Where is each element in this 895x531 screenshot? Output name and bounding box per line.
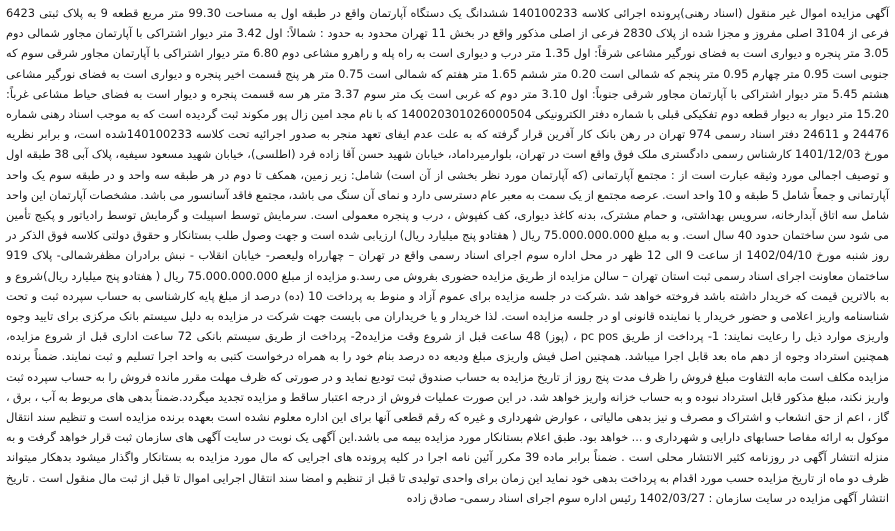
auction-notice-paragraph: آگهی مزایده اموال غیر منقول (اسناد رهنی)پرونده اجرائی کلاسه 140100233 ششدانگ یک دستگاه آپارتمان واقع در طبقه اول به مساحت 99.30 متر مربع قطعه 9 به پلاک ثبتی 6423 فرعی از 3104 اصلی مفروز و مجزا شده از پلاک 2830 فرعی از اصلی مذکور واقع در بخش 11 تهران محدود به حدود : شمالاً: اول 3.42 متر دیوار اشتراکی با آپارتمان مجاور شمالی دوم 3.05 متر پنجره و دیواری است به فضای نورگیر مشاعی شرقاً: اول 1.35 متر درب و دیواری است به راه پله و راهرو مشاعی دوم 6.80 متر دیوار اشتراکی با آپارتمان مجاور شرقی سوم که جنوبی است 0.95 متر چهارم 0.95 متر پنجم که شمالی است 0.20 متر ششم 1.65 متر هفتم که شمالی است 0.75 متر هر پنج قسمت اخیر پنجره و دیواری است به فضای نورگیر مشاعی هشتم 5.45 متر دیوار اشتراکی با آپارتمان مجاور شرقی جنوباً: اول 3.10 متر دوم که غربی است یک متر سوم 3.37 متر هر سه قسمت پنجره و دیوار است به فضای حیاط مشاعی غرباً: 15.20 متر دیوار به دیوار قطعه دوم تفکیکی قبلی با شماره دفتر الکترونیکی 140020301026000504 که با نام مجد امین زال پور مکوند ثبت گردیده است که به موجب اسناد رهنی شماره 24476 و 24611 دفتر اسناد رسمی 974 تهران در رهن بانک کار آفرین قرار گرفته که به علت عدم ایفای تعهد منجر به صدور اجرائیه تحت کلاسه 140100233شده است، و برابر نظریه مورخ 1401/12/03 کارشناس رسمی دادگستری ملک فوق واقع است در تهران، بلوارمیرداماد، خیابان شهید حسن آقا زاده فرد (اطلسی)، خیابان شهید مسعود سیفیه، پلاک آبی 38 طبقه اول و توصیف اجمالی مورد وثیقه عبارت است از : مجتمع آپارتمانی (که آپارتمان مورد نظر بخشی از آن است) شامل: زیر زمین، همکف تا دوم در هر طبقه سه واحد و در طبقه سوم یک واحد آپارتمانی و جمعاً شامل 5 طبقه و 10 واحد است. عرصه مجتمع از یک سمت به معبر عام دسترسی دارد و نمای آن سنگ می باشد، مجتمع فاقد آسانسور می باشد. مشخصات آپارتمان این واحد شامل سه اتاق آبدارخانه، سرویس بهداشتی، و حمام مشترک، بدنه کاغذ دیواری، کف کفپوش ، درب و پنجره معمولی است. سرمایش توسط اسپیلت و گرمایش توسط رادیاتور و پکیج تأمین می شود سن ساختمان حدود 40 سال است. و به مبلغ 75.000.000.000 ریال ( هفتادو پنج میلیارد ریال) ارزیابی شده است و جهت وصول طلب بستانکار و حقوق دولتی کلاسه فوق الذکر در روز شنبه مورخ 1402/04/10 از ساعت 9 الی 12 ظهر در محل اداره سوم اجرای اسناد رسمی واقع در تهران – چهارراه ولیعصر- خیابان انقلاب - نبش برادران مظفرشمالی- پلاک 919 ساختمان معاونت اجرای اسناد رسمی ثبت استان تهران – سالن مزایده از طریق مزایده حضوری بفروش می رسد.و مزایده از مبلغ 75.000.000.000 ریال ( هفتادو پنج میلیارد ریال)شروع و به بالاترین قیمت که خریدار داشته باشد فروخته خواهد شد .شرکت در جلسه مزایده برای عموم آزاد و منوط به پرداخت 10 (ده) درصد از مبلغ پایه کارشناسی به حساب سپرده ثبت و تحت شناسنامه واریز اعلامی و حضور خریدار یا نماینده قانونی او در جلسه مزایده است. لذا خریدار و یا خریداران می بایست جهت شرکت در مزایده به دلیل سیستم بانک مرکزی برای تایید وجوه واریزی موارد ذیل را رعایت نمایند: 1- پرداخت از طریق pc pos ، (پوز) 48 ساعت قبل از شروع وقت مزایده2- پرداخت از طریق سیستم بانکی 72 ساعت اداری قبل از شروع مزایده، همچنین استرداد وجوه از دهم ماه بعد قابل اجرا میباشد. همچنین اصل فیش واریزی مبلغ ودیعه ده درصد بنام خود را به همراه درخواست کتبی به واحد اجرا تسلیم و ثبت نمایند. ضمناً برنده مزایده مکلف است مابه التفاوت مبلغ فروش را ظرف مدت پنج روز از تاریخ مزایده به حساب صندوق ثبت تودیع نماید و در صورتی که ظرف مهلت مقرر مانده فروش را به حساب سپرده ثبت واریز نکند، مبلغ مذکور قابل استرداد نبوده و به حساب خزانه واریز خواهد شد. در این صورت عملیات فروش از درجه اعتبار ساقط و مزایده تجدید میگردد.ضمناً بدهی های مربوط به آب ، برق ، گاز ، اعم از حق انشعاب و اشتراک و مصرف و نیز بدهی مالیاتی ، عوارض شهرداری و غیره که رقم قطعی آنها برای این اداره معلوم نشده است بعهده برنده مزایده است و تنظیم سند انتقال موکول به ارائه مفاصا حسابهای دارایی و شهرداری و ... خواهد بود. طبق اعلام بستانکار مورد مزایده بیمه می باشد.این آگهی یک نوبت در سایت آگهی های سازمان ثبت قرار خواهد گرفت و به منزله انتشار آگهی در روزنامه کثیر الانتشار محلی است . ضمناً برابر ماده 39 مکرر آئین نامه اجرا در کلیه پرونده های اجرایی که مال مورد مزایده به بستانکار واگذار میشود بدهکار میتواند ظرف دو ماه از تاریخ مزایده حسب مورد اقدام به پرداخت بدهی خود نماید این زمان برای واحدی تولیدی تا قبل از تنظیم و امضا سند انتقال اجرایی اموال تا قبل از ثبت مال منقول است . تاریخ انتشار آگهی مزایده در سایت سازمان : 1402/03/27 رئیس اداره سوم اجرای اسناد رسمی- صادق زاده xyxy=(6,6,890,505)
